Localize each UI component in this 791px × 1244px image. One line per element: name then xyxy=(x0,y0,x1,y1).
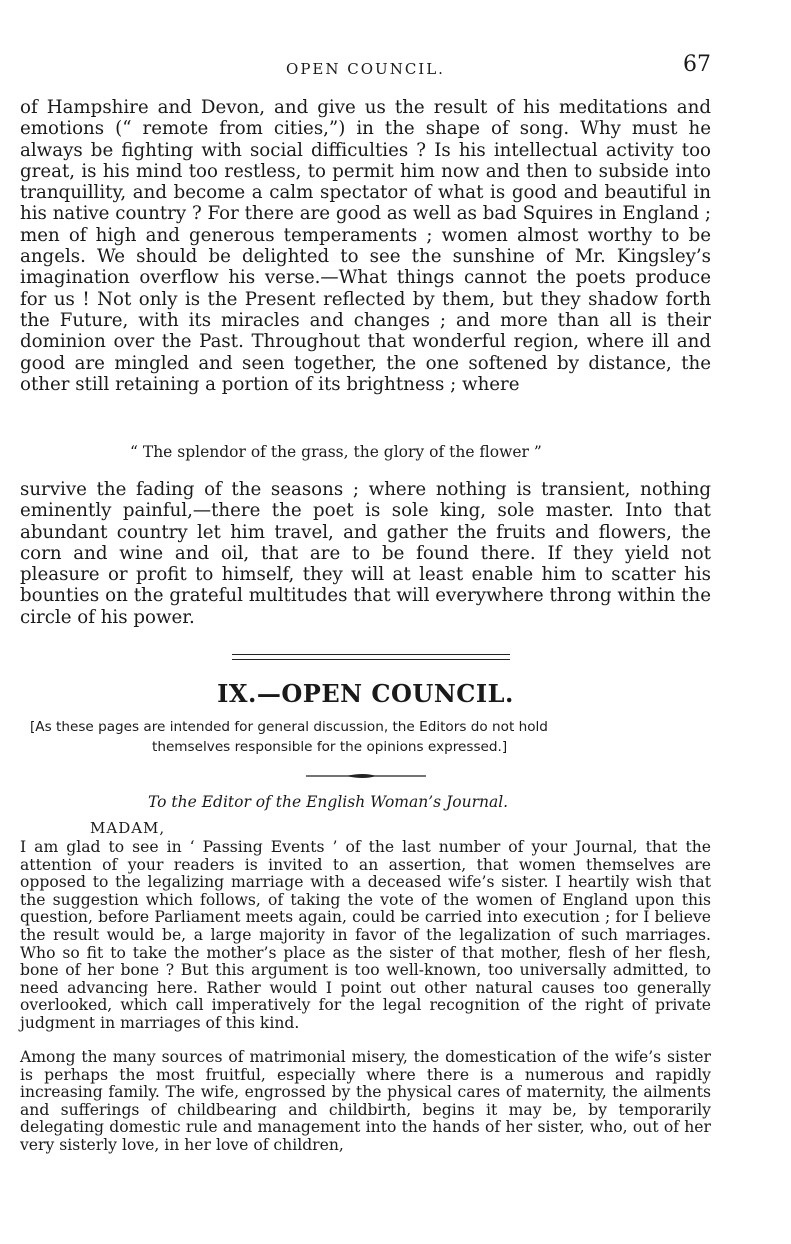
article-paragraph-1: of Hampshire and Devon, and give us the result of his meditations and emotions (“ remote from cities,”) in the shape of song. Why must he always be fighting with social difficulties ? Is his intellectual activity too great, is his mind too restless, to permit him now and then to subside into tranquillity, and become a calm spectator of what is good and beautiful in his native country ? For there are good as well as bad Squires in England ; men of high and generous temperaments ; women almost worthy to be angels. We should be delighted to see the sunshine of Mr. Kingsley’s imagination overflow his verse.—What things cannot the poets produce for us ! Not only is the Present reflected by them, but they shadow forth the Future, with its miracles and changes ; and more than all is their dominion over the Past. Throughout that wonderful region, where ill and good are mingled and seen together, the one softened by distance, the other still retaining a portion of its brightness ; where xyxy=(20,97,711,395)
letter-paragraph-2: Among the many sources of matrimonial misery, the domestication of the wife’s sister is perhaps the most fruitful, especially where there is a numerous and rapidly increasing family. The wife, engrossed by the physical cares of maternity, the ailments and sufferings of childbearing and childbirth, begins it may be, by temporarily delegating domestic rule and management into the hands of her sister, who, out of her very sisterly love, in her love of children, xyxy=(20,1048,711,1154)
editorial-disclaimer xyxy=(30,717,721,757)
page-number: 67 xyxy=(683,52,711,77)
disclaimer-line-2: themselves responsible for the opinions expressed.] xyxy=(152,739,508,755)
disclaimer-line-1: [As these pages are intended for general discussion, the Editors do not hold xyxy=(30,719,548,735)
page-header xyxy=(20,52,711,82)
section-divider-double-rule xyxy=(232,654,510,660)
section-title: IX.—OPEN COUNCIL. xyxy=(217,679,514,708)
running-head: OPEN COUNCIL. xyxy=(286,60,445,78)
letter-salutation: MADAM, xyxy=(90,819,166,837)
letter-addressee: To the Editor of the English Woman’s Journal. xyxy=(148,793,509,811)
block-quote: “ The splendor of the grass, the glory of the flower ” xyxy=(130,443,542,461)
letter-paragraph-1: I am glad to see in ‘ Passing Events ’ of the last number of your Journal, that the attention of your readers is invited to an assertion, that women themselves are opposed to the legalizing marriage with a deceased wife’s sister. I heartily wish that the suggestion which follows, of taking the vote of the women of England upon this question, before Parliament meets again, could be carried into execution ; for I believe the result would be, a large majority in favor of the legalization of such marriages. Who so fit to take the mother’s place as the sister of that mother, flesh of her flesh, bone of her bone ? But this argument is too well-known, too universally admitted, to need advancing here. Rather would I point out other natural causes too generally overlooked, which call imperatively for the legal recognition of the right of private judgment in marriages of this kind. xyxy=(20,838,711,1032)
ornamental-rule xyxy=(306,772,426,780)
article-paragraph-2: survive the fading of the seasons ; where nothing is transient, nothing eminently painful,—there the poet is sole king, sole master. Into that abundant country let him travel, and gather the fruits and flowers, the corn and wine and oil, that are to be found there. If they yield not pleasure or profit to himself, they will at least enable him to scatter his bounties on the grateful multitudes that will everywhere throng within the circle of his power. xyxy=(20,479,711,628)
